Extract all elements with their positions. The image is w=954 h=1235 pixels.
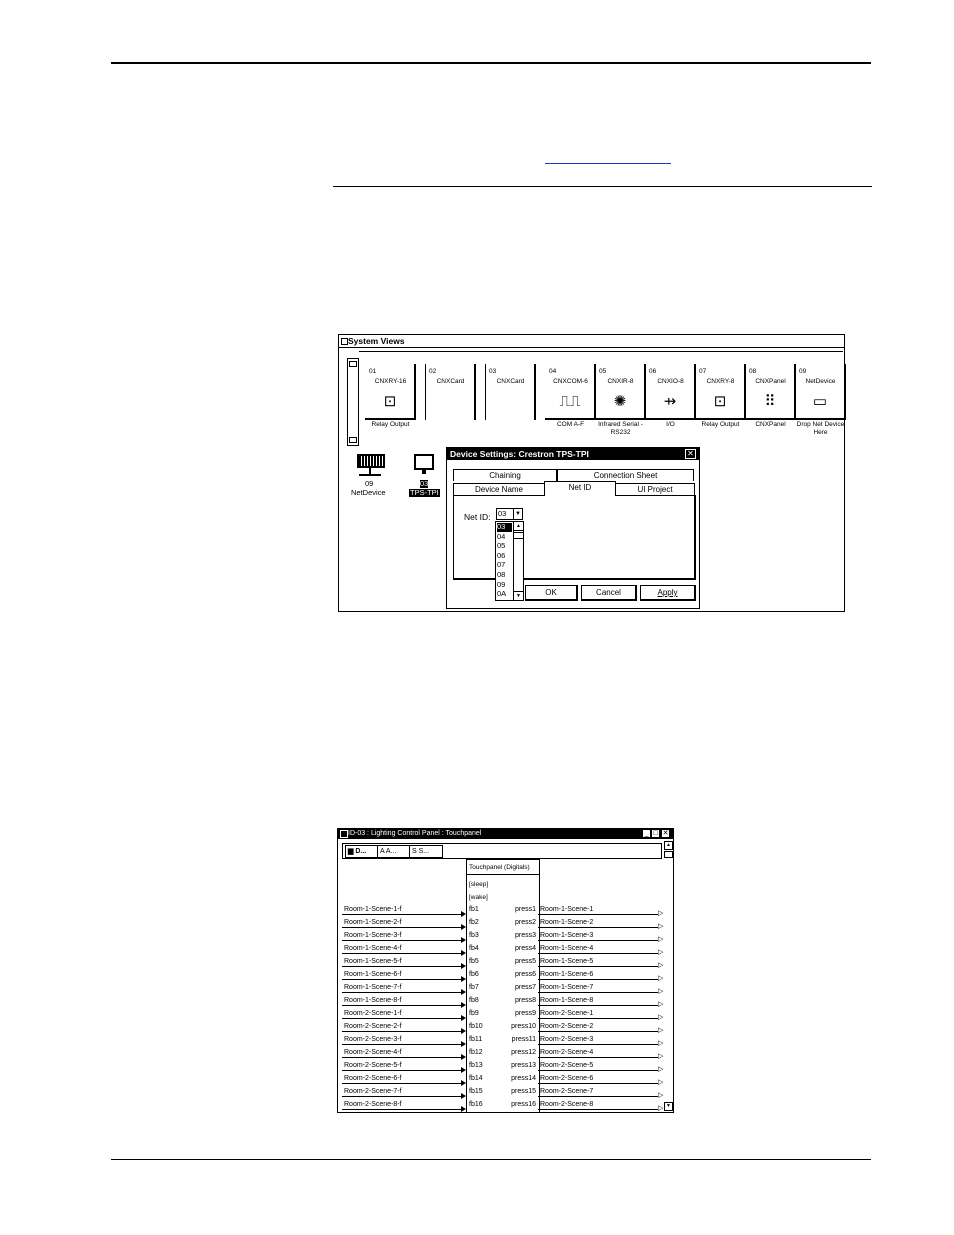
net-device-stand: [369, 466, 371, 474]
press-join-label: press6: [514, 971, 536, 978]
slot-card-name: NetDevice: [805, 378, 836, 385]
feedback-join-label: fb7: [469, 984, 479, 991]
output-arrow-icon: ▷: [658, 949, 664, 956]
system-views-titlebar: [339, 335, 844, 348]
input-signal-line: [342, 966, 462, 967]
input-arrow-icon: [461, 1093, 466, 1099]
net-device-node[interactable]: [351, 452, 391, 502]
input-arrow-icon: [461, 950, 466, 956]
output-arrow-icon: ▷: [658, 1066, 664, 1073]
input-arrow-icon: [461, 1041, 466, 1047]
input-signal-line: [342, 1096, 462, 1097]
scroll-thumb[interactable]: [514, 532, 523, 539]
input-arrow-icon: [461, 1067, 466, 1073]
net-id-option[interactable]: 08: [497, 570, 506, 579]
input-arrow-icon: [461, 924, 466, 930]
output-arrow-icon: ▷: [658, 1014, 664, 1021]
output-signal-line: [538, 1005, 658, 1006]
scroll-down-icon[interactable]: ▼: [664, 1102, 673, 1111]
output-arrow-icon: ▷: [658, 962, 664, 969]
output-signal-label[interactable]: Room-1-Scene-2: [540, 919, 594, 926]
net-id-option[interactable]: 07: [497, 560, 506, 570]
dialog-title: Device Settings: Crestron TPS-TPI: [450, 449, 589, 459]
window-icon: [341, 338, 348, 345]
output-signal-label[interactable]: Room-1-Scene-1: [540, 906, 594, 913]
output-signal-line: [538, 1057, 658, 1058]
input-arrow-icon: [461, 1002, 466, 1008]
section-rule: [333, 186, 872, 187]
input-signal-line: [342, 914, 462, 915]
input-signal-line: [342, 1005, 462, 1006]
output-arrow-icon: ▷: [658, 1053, 664, 1060]
input-signal-label[interactable]: Room-2-Scene-7-f: [344, 1088, 402, 1095]
input-signal-line: [342, 1070, 462, 1071]
press-join-label: press10: [511, 1023, 536, 1030]
input-arrow-icon: [461, 976, 466, 982]
net-id-option[interactable]: 0A: [497, 589, 507, 599]
right-scrollbar[interactable]: [664, 841, 672, 1111]
card-slot-02[interactable]: [425, 364, 476, 450]
output-signal-label[interactable]: Room-2-Scene-4: [540, 1049, 594, 1056]
symbol-divider: [467, 874, 539, 875]
slot-card-name: CNXCOM-6: [553, 378, 588, 385]
output-signal-label[interactable]: Room-2-Scene-7: [540, 1088, 594, 1095]
net-id-option[interactable]: 05: [497, 541, 506, 551]
card-slot-04[interactable]: [545, 364, 596, 450]
touchpanel-window: [337, 828, 674, 1113]
output-signal-label[interactable]: Room-2-Scene-6: [540, 1075, 594, 1082]
output-signal-label[interactable]: Room-2-Scene-2: [540, 1023, 594, 1030]
input-arrow-icon: [461, 989, 466, 995]
press-join-label: press7: [514, 984, 536, 991]
slot-number: 06: [649, 368, 657, 375]
output-arrow-icon: ▷: [658, 1092, 664, 1099]
press-join-label: press13: [511, 1062, 536, 1069]
input-arrow-icon: [461, 963, 466, 969]
output-signal-label[interactable]: Room-2-Scene-5: [540, 1062, 594, 1069]
input-signal-label[interactable]: Room-1-Scene-7-f: [344, 984, 402, 991]
input-signal-label[interactable]: Room-2-Scene-3-f: [344, 1036, 402, 1043]
feedback-join-label: fb6: [469, 971, 479, 978]
symbol-header: Touchpanel (Digitals): [469, 864, 530, 871]
scroll-down-button[interactable]: [349, 437, 357, 443]
slot-number: 08: [749, 368, 757, 375]
slot-strip-border: [359, 351, 843, 352]
input-signal-line: [342, 1109, 462, 1110]
net-id-option[interactable]: 06: [497, 550, 506, 560]
output-signal-line: [538, 979, 658, 980]
ok-button[interactable]: OK: [525, 585, 578, 601]
input-signal-label[interactable]: Room-2-Scene-5-f: [344, 1062, 402, 1069]
scroll-up-button[interactable]: [349, 361, 357, 367]
touchpanel-titlebar: [338, 829, 673, 839]
input-signal-line: [342, 992, 462, 993]
output-arrow-icon: ▷: [658, 1079, 664, 1086]
slot-caption: Drop Net Device Here: [796, 421, 845, 436]
card-icon: ⠿: [764, 393, 776, 410]
window-icon: [340, 830, 348, 838]
input-signal-line: [342, 979, 462, 980]
slot-number: 04: [549, 368, 557, 375]
slot-number: 02: [429, 368, 437, 375]
tab-chaining[interactable]: Chaining: [453, 469, 557, 481]
press-join-label: press2: [514, 919, 536, 926]
dropdown-scrollbar[interactable]: [513, 522, 523, 600]
system-views-title: System Views: [348, 336, 405, 346]
net-id-option[interactable]: 09: [497, 579, 506, 589]
net-device-icon: [357, 454, 385, 468]
output-signal-label[interactable]: Room-2-Scene-8: [540, 1101, 594, 1108]
input-signal-label[interactable]: Room-1-Scene-1-f: [344, 906, 402, 913]
dialog-titlebar: [447, 448, 699, 460]
output-signal-label[interactable]: Room-1-Scene-3: [540, 932, 594, 939]
input-signal-label[interactable]: Room-1-Scene-3-f: [344, 932, 402, 939]
slot-number: 07: [699, 368, 707, 375]
output-signal-label[interactable]: Room-1-Scene-5: [540, 958, 594, 965]
vertical-scrollbar[interactable]: [347, 358, 359, 446]
feedback-join-label: fb9: [469, 1010, 479, 1017]
tps-device-label: TPS-TPI: [410, 488, 439, 497]
maximize-icon[interactable]: □: [653, 830, 658, 837]
feedback-join-label: fb15: [469, 1088, 483, 1095]
apply-button[interactable]: Apply: [640, 585, 696, 601]
slot-number: 09: [799, 368, 807, 375]
device-settings-dialog: [446, 447, 700, 609]
output-signal-line: [538, 1096, 658, 1097]
card-icon: ⎍⎍: [559, 393, 581, 410]
input-signal-label[interactable]: Room-2-Scene-6-f: [344, 1075, 402, 1082]
slot-number: 05: [599, 368, 607, 375]
output-signal-line: [538, 1070, 658, 1071]
touchpanel-stand: [422, 470, 426, 474]
card-icon: ⊡: [713, 393, 727, 410]
input-signal-label[interactable]: Room-1-Scene-6-f: [344, 971, 402, 978]
feedback-join-label: fb5: [469, 958, 479, 965]
output-arrow-icon: ▷: [658, 975, 664, 982]
input-arrow-icon: [461, 1054, 466, 1060]
output-signal-line: [538, 1109, 658, 1110]
net-device-num: 09: [365, 479, 374, 488]
slot-caption: I/O: [666, 421, 675, 428]
input-arrow-icon: [461, 1106, 466, 1112]
input-arrow-icon: [461, 1080, 466, 1086]
output-signal-line: [538, 992, 658, 993]
input-signal-label[interactable]: Room-2-Scene-8-f: [344, 1101, 402, 1108]
press-join-label: press4: [514, 945, 536, 952]
toolbar-serial-label: S...: [418, 848, 430, 855]
close-icon[interactable]: ✕: [662, 830, 669, 837]
serial-view-button[interactable]: S S...: [409, 845, 443, 858]
card-icon: ▭: [812, 393, 828, 410]
card-slot-05[interactable]: [595, 364, 646, 450]
toolbar-digital-label: D...: [355, 848, 367, 855]
input-signal-line: [342, 1044, 462, 1045]
input-signal-label[interactable]: Room-1-Scene-2-f: [344, 919, 402, 926]
header-rule: [111, 62, 871, 64]
card-slot-06[interactable]: [645, 364, 696, 450]
slot-card-name: CNXIR-8: [607, 378, 634, 385]
press-join-label: press12: [511, 1049, 536, 1056]
touchpanel-icon: [414, 454, 434, 470]
press-join-label: press3: [514, 932, 536, 939]
digital-view-button[interactable]: ▆ D...: [345, 845, 379, 858]
touchpanel-title: ID-03 : Lighting Control Panel : Touchpanel: [348, 830, 482, 837]
minimize-icon[interactable]: _: [644, 830, 649, 837]
input-signal-line: [342, 940, 462, 941]
output-signal-label[interactable]: Room-1-Scene-7: [540, 984, 594, 991]
slot-card-name: CNXIO-8: [657, 378, 684, 385]
tab-net-id[interactable]: Net ID: [544, 481, 616, 495]
net-id-pane: [453, 495, 696, 580]
input-signal-line: [342, 1057, 462, 1058]
press-join-label: press15: [511, 1088, 536, 1095]
input-signal-label[interactable]: Room-2-Scene-4-f: [344, 1049, 402, 1056]
system-views-window: [338, 334, 845, 612]
scroll-up-icon[interactable]: ▲: [664, 841, 673, 850]
tab-connection-sheet[interactable]: Connection Sheet: [557, 469, 694, 481]
feedback-join-label: fb16: [469, 1101, 483, 1108]
output-signal-label[interactable]: Room-1-Scene-8: [540, 997, 594, 1004]
output-signal-line: [538, 1018, 658, 1019]
input-arrow-icon: [461, 937, 466, 943]
feedback-join-label: fb3: [469, 932, 479, 939]
slot-caption: CNXPanel: [755, 421, 786, 428]
output-signal-label[interactable]: Room-2-Scene-1: [540, 1010, 594, 1017]
footer-rule: [111, 1159, 871, 1160]
slot-caption: Relay Output: [701, 421, 740, 428]
scroll-thumb[interactable]: [664, 851, 673, 858]
output-arrow-icon: ▷: [658, 988, 664, 995]
card-icon: ✺: [613, 393, 627, 410]
slot-caption: Infrared Serial - RS232: [598, 421, 643, 436]
output-arrow-icon: ▷: [658, 1001, 664, 1008]
slot-card-name: CNXPanel: [755, 378, 786, 385]
input-signal-line: [342, 1083, 462, 1084]
input-signal-label[interactable]: Room-2-Scene-1-f: [344, 1010, 402, 1017]
card-slot-09[interactable]: [795, 364, 846, 450]
output-signal-label[interactable]: Room-1-Scene-4: [540, 945, 594, 952]
press-join-label: press8: [514, 997, 536, 1004]
press-join-label: press16: [511, 1101, 536, 1108]
output-signal-line: [538, 953, 658, 954]
slot-number: 03: [489, 368, 497, 375]
card-slot-03[interactable]: [485, 364, 536, 450]
slot-card-name: CNXRY-8: [706, 378, 735, 385]
feedback-join-label: fb14: [469, 1075, 483, 1082]
toolbar: [342, 843, 662, 859]
scroll-down-icon[interactable]: ▼: [514, 591, 523, 600]
output-arrow-icon: ▷: [658, 910, 664, 917]
close-icon[interactable]: ✕: [685, 449, 696, 459]
card-icon: ⊡: [383, 393, 397, 410]
slot-card-name: CNXRY-16: [374, 378, 407, 385]
net-id-dropdown-list[interactable]: [495, 521, 524, 601]
scroll-up-icon[interactable]: ▲: [514, 522, 523, 531]
output-arrow-icon: ▷: [658, 936, 664, 943]
output-arrow-icon: ▷: [658, 1027, 664, 1034]
input-signal-label[interactable]: Room-1-Scene-4-f: [344, 945, 402, 952]
slot-caption: COM A-F: [556, 421, 585, 428]
feedback-join-label: fb1: [469, 906, 479, 913]
feedback-join-label: fb12: [469, 1049, 483, 1056]
feedback-join-label: fb8: [469, 997, 479, 1004]
net-device-label: NetDevice: [351, 488, 386, 497]
toolbar-analog-label: A...: [385, 848, 397, 855]
output-signal-line: [538, 914, 658, 915]
tab-device-name[interactable]: Device Name: [453, 483, 545, 496]
analog-view-button[interactable]: A A...: [377, 845, 411, 858]
input-signal-line: [342, 1031, 462, 1032]
net-device-base: [359, 474, 381, 476]
input-arrow-icon: [461, 1015, 466, 1021]
press-join-label: press5: [514, 958, 536, 965]
hyperlink-underline[interactable]: [545, 163, 671, 164]
input-signal-line: [342, 953, 462, 954]
wake-signal: [wake]: [469, 894, 488, 901]
slot-caption: Relay Output: [371, 421, 410, 428]
net-id-option[interactable]: 03: [497, 523, 512, 532]
input-signal-line: [342, 927, 462, 928]
output-signal-label[interactable]: Room-2-Scene-3: [540, 1036, 594, 1043]
feedback-join-label: fb4: [469, 945, 479, 952]
tps-device-node[interactable]: [407, 452, 443, 502]
output-signal-label[interactable]: Room-1-Scene-6: [540, 971, 594, 978]
slot-number: 01: [369, 368, 377, 375]
output-arrow-icon: ▷: [658, 1040, 664, 1047]
net-id-option[interactable]: 04: [497, 531, 506, 541]
input-arrow-icon: [461, 1028, 466, 1034]
press-join-label: press14: [511, 1075, 536, 1082]
card-icon: ⇸: [663, 393, 677, 410]
output-signal-line: [538, 940, 658, 941]
net-id-label: Net ID:: [464, 512, 491, 522]
output-signal-line: [538, 1031, 658, 1032]
input-signal-label[interactable]: Room-2-Scene-2-f: [344, 1023, 402, 1030]
slot-card-name: CNXCard: [496, 378, 525, 385]
output-signal-line: [538, 1044, 658, 1045]
card-slot-01[interactable]: [365, 364, 416, 450]
output-signal-line: [538, 1083, 658, 1084]
feedback-join-label: fb11: [469, 1036, 483, 1043]
output-signal-line: [538, 966, 658, 967]
cancel-button[interactable]: Cancel: [581, 585, 637, 601]
sleep-signal: [sleep]: [469, 881, 489, 888]
press-join-label: press11: [511, 1036, 536, 1043]
card-slot-07[interactable]: [695, 364, 746, 450]
input-signal-label[interactable]: Room-1-Scene-5-f: [344, 958, 402, 965]
output-signal-line: [538, 927, 658, 928]
input-signal-label[interactable]: Room-1-Scene-8-f: [344, 997, 402, 1004]
net-id-value: 03: [498, 509, 507, 518]
feedback-join-label: fb10: [469, 1023, 483, 1030]
card-slot-08[interactable]: [745, 364, 796, 450]
output-arrow-icon: ▷: [658, 1105, 664, 1112]
slot-card-name: CNXCard: [436, 378, 465, 385]
net-id-select[interactable]: [496, 508, 523, 520]
input-signal-line: [342, 1018, 462, 1019]
output-arrow-icon: ▷: [658, 923, 664, 930]
tab-ui-project[interactable]: UI Project: [615, 483, 695, 496]
feedback-join-label: fb13: [469, 1062, 483, 1069]
input-arrow-icon: [461, 911, 466, 917]
chevron-down-icon[interactable]: ▼: [513, 509, 522, 519]
press-join-label: press1: [514, 906, 536, 913]
feedback-join-label: fb2: [469, 919, 479, 926]
press-join-label: press9: [514, 1010, 536, 1017]
tps-device-num: 03: [420, 479, 429, 488]
